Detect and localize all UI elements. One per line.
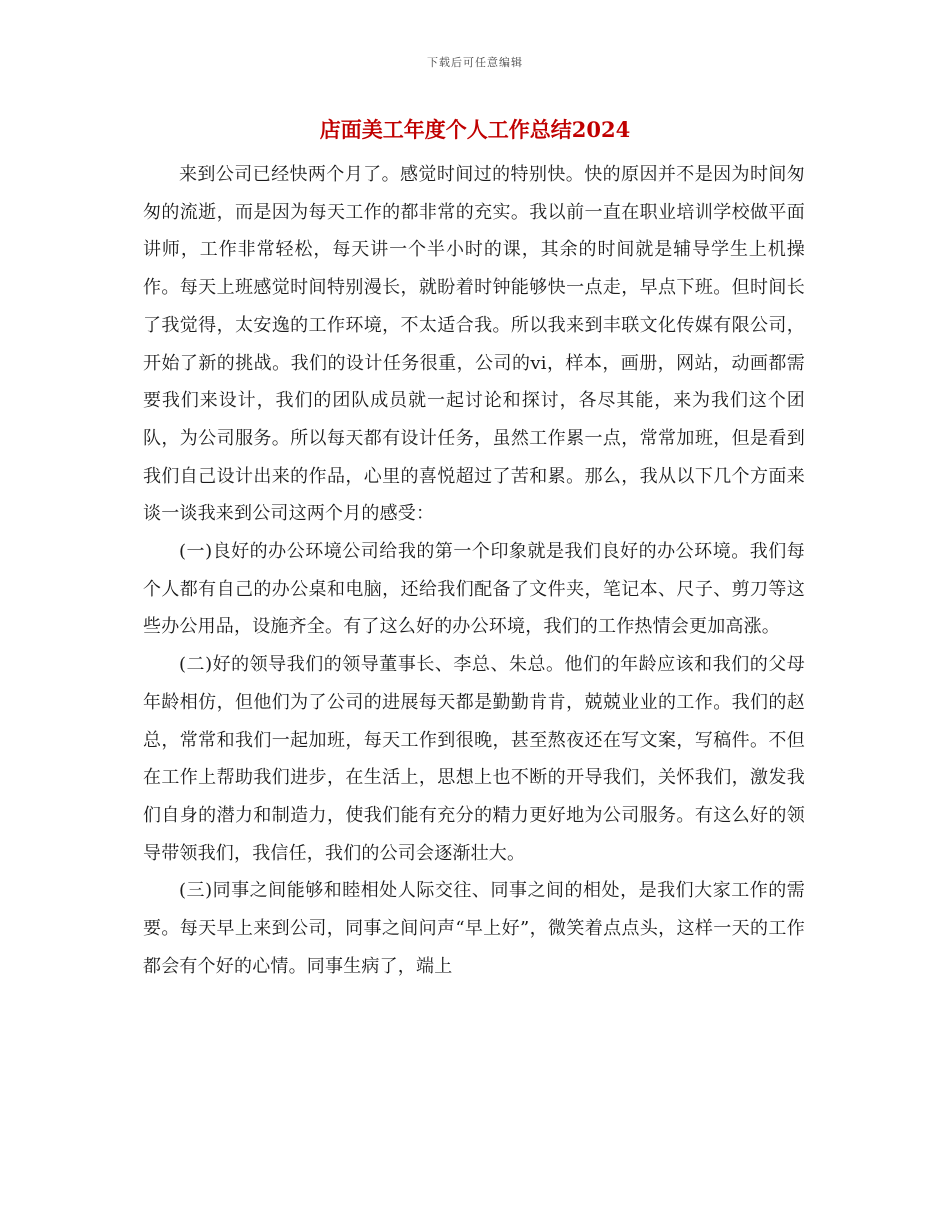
document-body <box>143 156 805 985</box>
paragraph-section-1: (一)良好的办公环境公司给我的第一个印象就是我们良好的办公环境。我们每个人都有自己的办公桌和电脑，还给我们配备了文件夹，笔记本、尺子、剪刀等这些办公用品，设施齐全。有了这么好的办公环境，我们的工作热情会更加高涨。 <box>143 541 805 638</box>
document-title: 店面美工年度个人工作总结2024 <box>319 117 631 142</box>
paragraph-section-2: (二)好的领导我们的领导董事长、李总、朱总。他们的年龄应该和我们的父母年龄相仿，但他们为了公司的进展每天都是勤勤肯肯，兢兢业业的工作。我们的赵总，常常和我们一起加班，每天工作到很晚，甚至熬夜还在写文案，写稿件。不但在工作上帮助我们进步，在生活上，思想上也不断的开导我们，关怀我们，激发我们自身的潜力和制造力，使我们能有充分的精力更好地为公司服务。有这么好的领导带领我们，我信任，我们的公司会逐渐壮大。 <box>143 654 805 864</box>
paragraph-section-3: (三)同事之间能够和睦相处人际交往、同事之间的相处，是我们大家工作的需要。每天早上来到公司，同事之间问声“早上好”，微笑着点点头，这样一天的工作都会有个好的心情。同事生病了，端上 <box>143 880 805 977</box>
header-note: 下载后可任意编辑 <box>427 56 523 69</box>
paragraph-intro: 来到公司已经快两个月了。感觉时间过的特别快。快的原因并不是因为时间匆匆的流逝，而是因为每天工作的都非常的充实。我以前一直在职业培训学校做平面讲师，工作非常轻松，每天讲一个半小时的课，其余的时间就是辅导学生上机操作。每天上班感觉时间特别漫长，就盼着时钟能够快一点走，早点下班。但时间长了我觉得，太安逸的工作环境，不太适合我。所以我来到丰联文化传媒有限公司，开始了新的挑战。我们的设计任务很重，公司的vi，样本，画册，网站，动画都需要我们来设计，我们的团队成员就一起讨论和探讨，各尽其能，来为我们这个团队，为公司服务。所以每天都有设计任务，虽然工作累一点，常常加班，但是看到我们自己设计出来的作品，心里的喜悦超过了苦和累。那么，我从以下几个方面来谈一谈我来到公司这两个月的感受： <box>143 164 805 525</box>
